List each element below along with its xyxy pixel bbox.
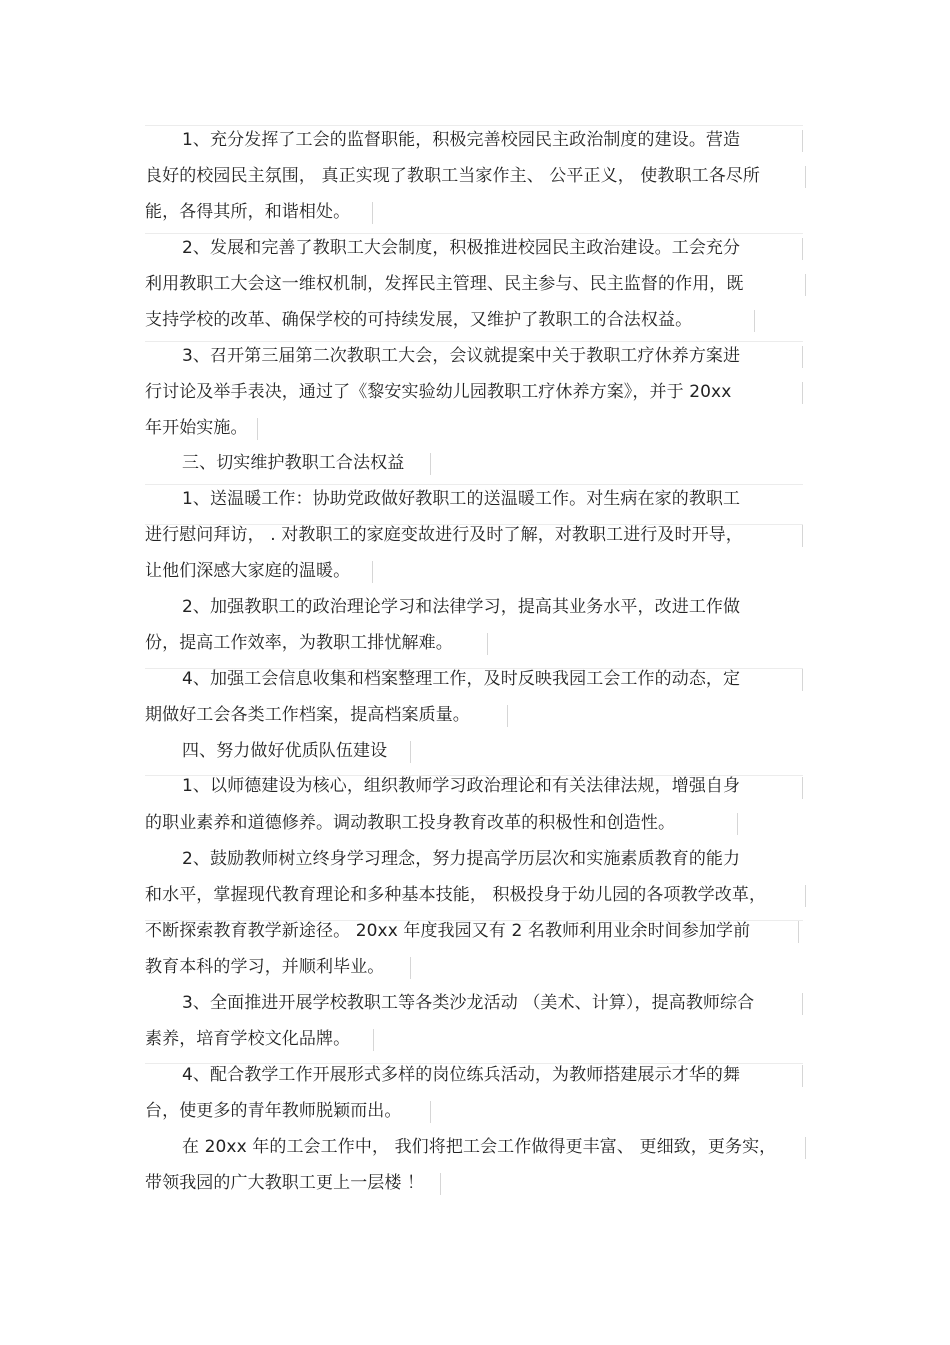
text-line: 1、以师德建设为核心，组织教师学习政治理论和有关法律法规，增强自身 (182, 776, 741, 796)
line-divider (145, 233, 803, 234)
text-line: 台，使更多的青年教师脱颖而出。 (145, 1101, 402, 1121)
column-divider (372, 561, 373, 583)
line-divider (145, 524, 803, 525)
text-line: 1、充分发挥了工会的监督职能，积极完善校园民主政治制度的建设。营造 (182, 130, 741, 150)
text-line: 良好的校园民主氛围， 真正实现了教职工当家作主、 公平正义， 使教职工各尽所 (145, 166, 761, 186)
text-line: 3、召开第三届第二次教职工大会，会议就提案中关于教职工疗休养方案进 (182, 346, 741, 366)
column-divider (802, 993, 803, 1015)
column-divider (440, 1173, 441, 1195)
column-divider (805, 1137, 806, 1159)
column-divider (802, 1065, 803, 1087)
column-divider (372, 202, 373, 224)
column-divider (805, 885, 806, 907)
column-divider (507, 705, 508, 727)
text-line: 支持学校的改革、确保学校的可持续发展，又维护了教职工的合法权益。 (145, 310, 693, 330)
column-divider (430, 1101, 431, 1123)
text-line: 1、送温暖工作：协助党政做好教职工的送温暖工作。对生病在家的教职工 (182, 489, 741, 509)
column-divider (802, 238, 803, 260)
text-line: 在 20xx 年的工会工作中， 我们将把工会工作做得更丰富、 更细致，更务实， (182, 1137, 777, 1157)
column-divider (410, 957, 411, 979)
text-line: 4、配合教学工作开展形式多样的岗位练兵活动，为教师搭建展示才华的舞 (182, 1065, 741, 1085)
text-line: 素养，培育学校文化品牌。 (145, 1029, 351, 1049)
column-divider (430, 453, 431, 475)
text-line: 年开始实施。 (145, 418, 248, 438)
text-line: 期做好工会各类工作档案，提高档案质量。 (145, 705, 470, 725)
text-line: 行讨论及举手表决，通过了《黎安实验幼儿园教职工疗休养方案》，并于 20xx (145, 382, 732, 402)
text-line: 份，提高工作效率，为教职工排忧解难。 (145, 633, 453, 653)
column-divider (410, 741, 411, 763)
column-divider (373, 1029, 374, 1051)
line-divider (145, 484, 803, 485)
column-divider (487, 633, 488, 655)
text-line: 利用教职工大会这一维权机制，发挥民主管理、民主参与、民主监督的作用，既 (145, 274, 744, 294)
column-divider (737, 813, 738, 835)
text-line: 教育本科的学习，并顺利毕业。 (145, 957, 385, 977)
section-heading: 三、切实维护教职工合法权益 (182, 453, 405, 473)
text-line: 和水平，掌握现代教育理论和多种基本技能， 积极投身于幼儿园的各项教学改革， (145, 885, 767, 905)
column-divider (257, 418, 258, 440)
line-divider (145, 341, 803, 342)
column-divider (754, 310, 755, 332)
text-line: 带领我园的广大教职工更上一层楼 ！ (145, 1173, 425, 1193)
column-divider (802, 525, 803, 547)
text-line: 进行慰问拜访， . 对教职工的家庭变故进行及时了解，对教职工进行及时开导， (145, 525, 743, 545)
text-line: 4、加强工会信息收集和档案整理工作，及时反映我园工会工作的动态，定 (182, 669, 741, 689)
line-divider (145, 920, 803, 921)
column-divider (798, 921, 799, 943)
line-divider (145, 1063, 803, 1064)
column-divider (802, 669, 803, 691)
section-heading: 四、努力做好优质队伍建设 (182, 741, 388, 761)
text-line: 让他们深感大家庭的温暖。 (145, 561, 351, 581)
column-divider (805, 274, 806, 296)
line-divider (145, 668, 803, 669)
column-divider (802, 777, 803, 799)
text-line: 3、全面推进开展学校教职工等各类沙龙活动 （美术、计算），提高教师综合 (182, 993, 755, 1013)
line-divider (145, 775, 803, 776)
column-divider (802, 346, 803, 368)
column-divider (802, 130, 803, 152)
text-line: 的职业素养和道德修养。调动教职工投身教育改革的积极性和创造性。 (145, 813, 676, 833)
column-divider (805, 166, 806, 188)
line-divider (145, 125, 803, 126)
text-line: 2、加强教职工的政治理论学习和法律学习，提高其业务水平，改进工作做 (182, 597, 741, 617)
column-divider (802, 382, 803, 404)
text-line: 能，各得其所，和谐相处。 (145, 202, 351, 222)
text-line: 2、发展和完善了教职工大会制度，积极推进校园民主政治建设。工会充分 (182, 238, 741, 258)
text-line: 2、鼓励教师树立终身学习理念，努力提高学历层次和实施素质教育的能力 (182, 849, 741, 869)
text-line: 不断探索教育教学新途径。 20xx 年度我园又有 2 名教师利用业余时间参加学前 (145, 921, 751, 941)
